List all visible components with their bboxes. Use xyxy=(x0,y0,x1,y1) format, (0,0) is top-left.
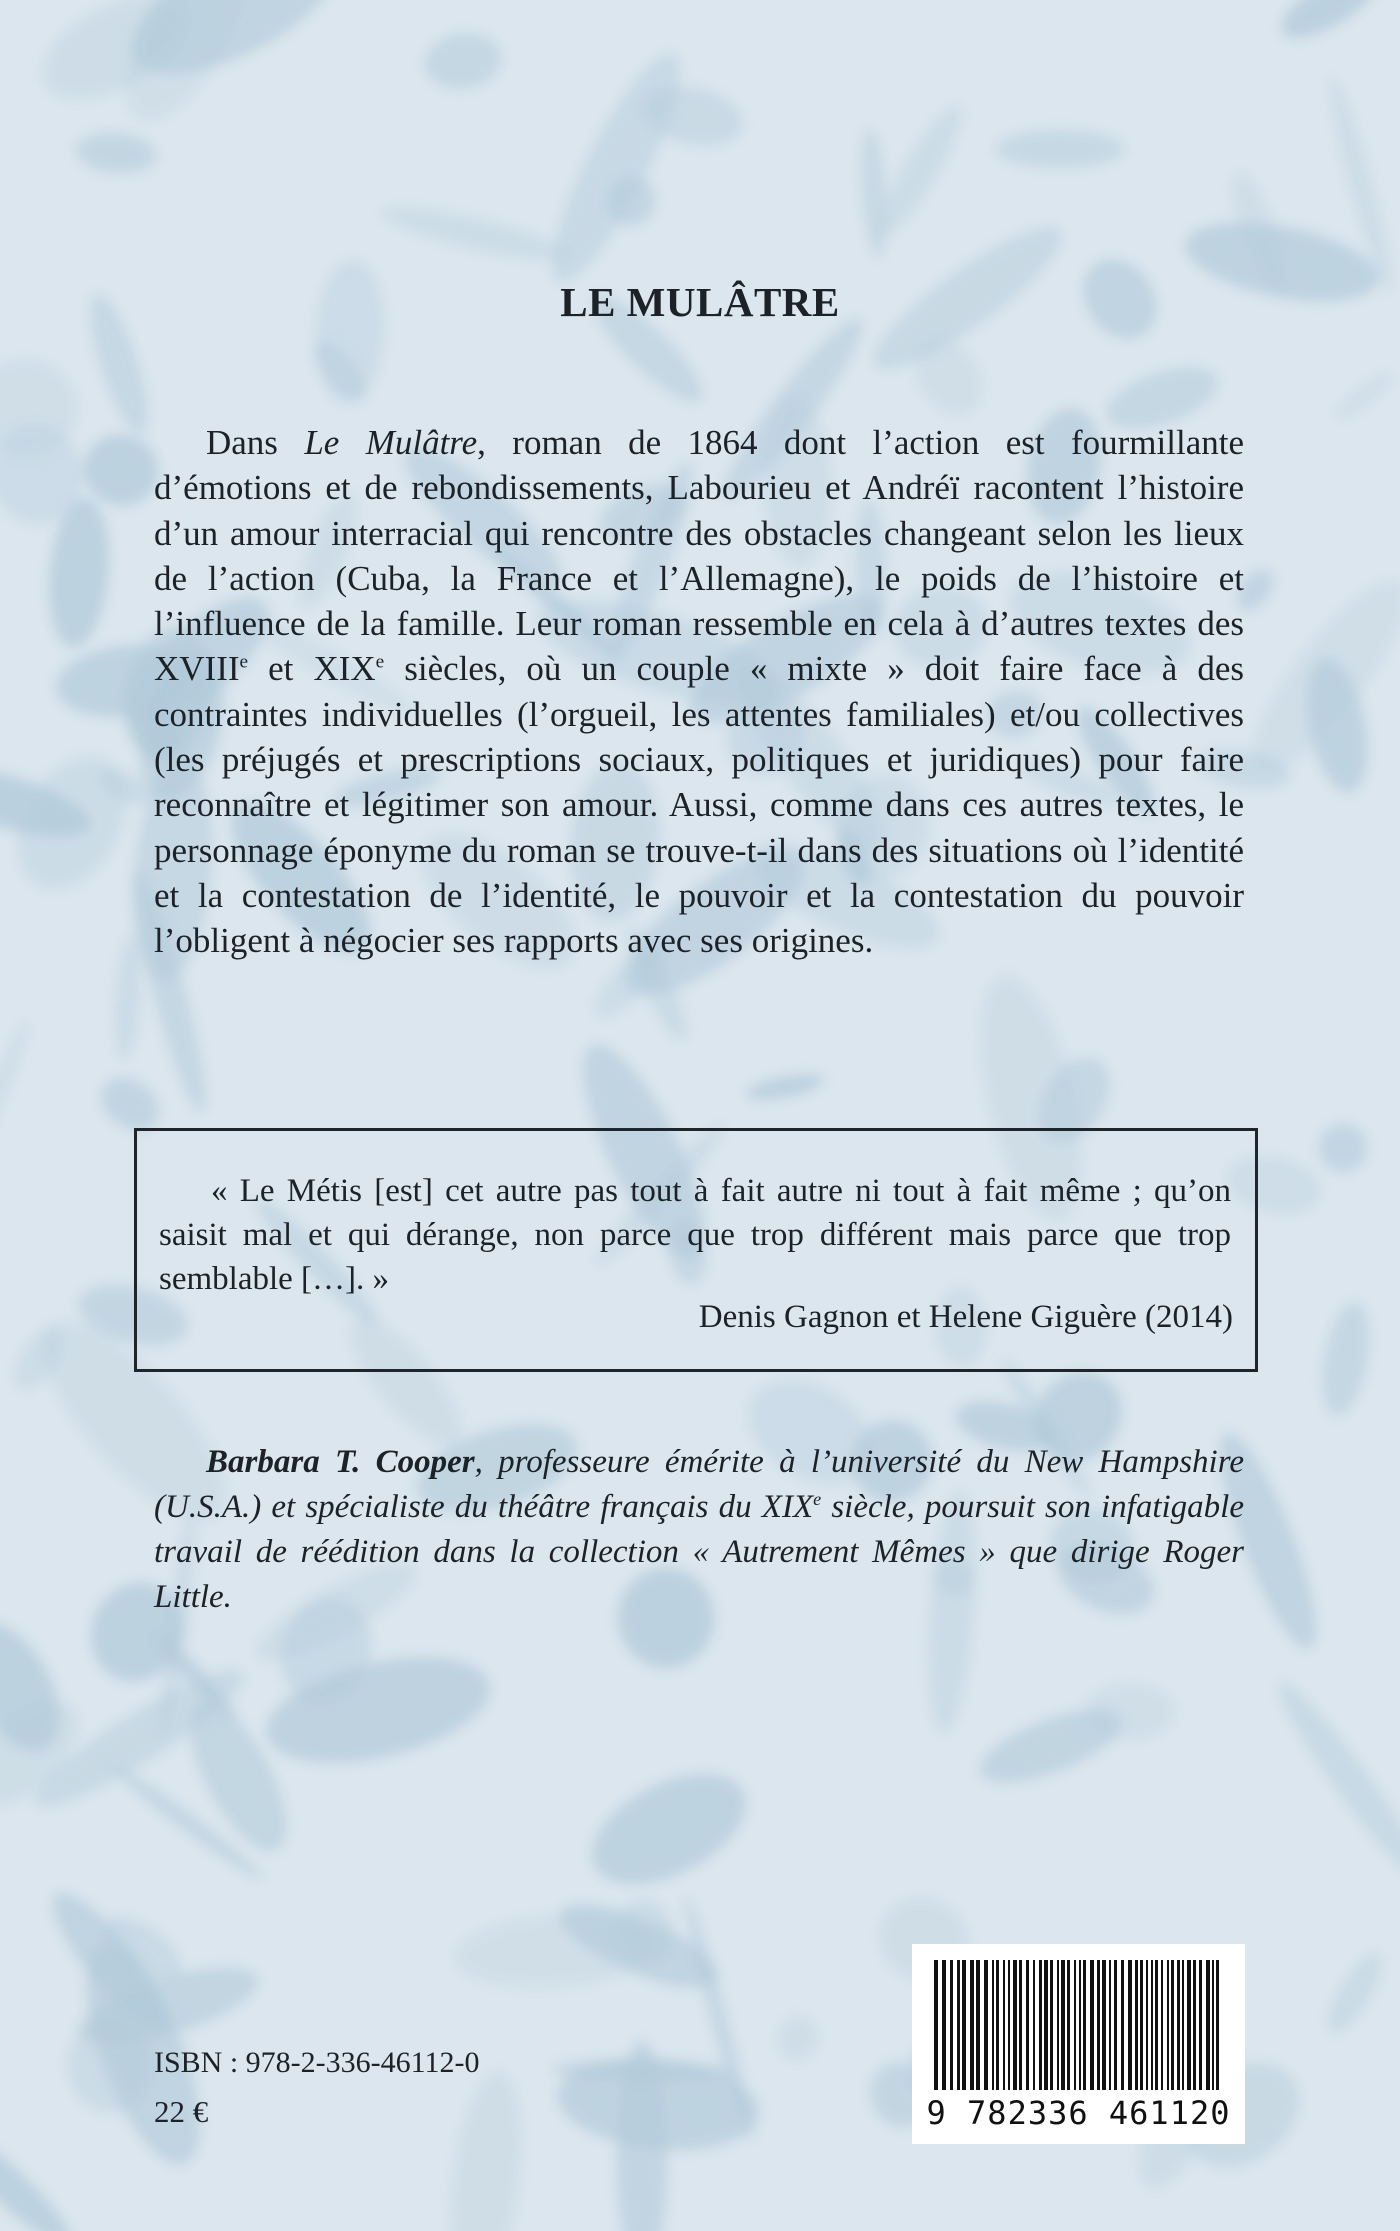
isbn: ISBN : 978-2-336-46112-0 xyxy=(154,2046,480,2079)
quote-box xyxy=(134,1128,1258,1372)
barcode-digits: 9 782336 461120 xyxy=(926,2094,1231,2132)
author-name: Barbara T. Cooper xyxy=(206,1444,475,1480)
price: 22 € xyxy=(154,2094,209,2129)
synopsis: Dans Le Mulâtre, roman de 1864 dont l’action est fourmillante d’émotions et de rebondissements, Labourieu et Andréï racontent l’histoire d’un amour interracial qui rencontre des obstacles changeant selon les lieux de l’action (Cuba, la France et l’Allemagne), le poids de l’histoire et l’influence de la famille. Leur roman ressemble en cela à d’autres textes des XVIIIe et XIXe siècles, où un couple « mixte » doit faire face à des contraintes individuelles (l’orgueil, les attentes familiales) et/ou collectives (les préjugés et prescriptions sociaux, politiques et juridiques) pour faire reconnaître et légitimer son amour. Aussi, comme dans ces autres textes, le personnage éponyme du roman se trouve-t-il dans des situations où l’identité et la contestation de l’identité, le pouvoir et la contestation du pouvoir l’obligent à négocier ses rapports avec ses origines. xyxy=(154,423,1245,961)
book-title: LE MULÂTRE xyxy=(560,279,840,325)
quote-text: « Le Métis [est] cet autre pas tout à fait autre ni tout à fait même ; qu’on saisit mal et qui dérange, non parce que trop différent mais parce que trop semblable […]. » xyxy=(159,1173,1231,1297)
barcode xyxy=(912,1944,1245,2144)
barcode-bars xyxy=(934,1960,1223,2090)
quote-attribution: Denis Gagnon et Helene Giguère (2014) xyxy=(698,1299,1233,1335)
author-bio: Barbara T. Cooper, professeure émérite à l’université du New Hampshire (U.S.A.) et spécialiste du théâtre français du XIXe siècle, poursuit son infatigable travail de réédition dans la collection « Autrement Mêmes » que dirige Roger Little. xyxy=(154,1444,1244,1615)
